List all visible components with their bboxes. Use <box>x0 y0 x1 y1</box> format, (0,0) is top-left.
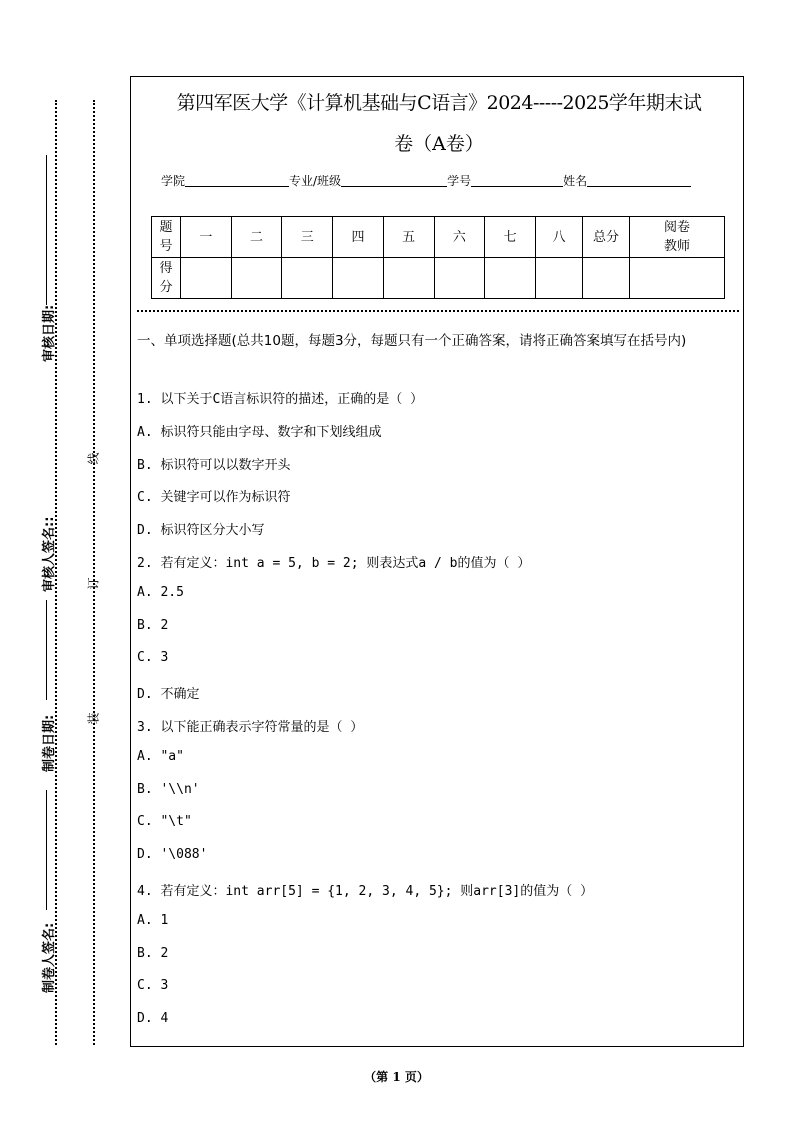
section-heading: 一、单项选择题(总共10题，每题3分，每题只有一个正确答案，请将正确答案填写在括号内) <box>137 333 687 349</box>
score-cell[interactable] <box>383 258 434 299</box>
option-c: C. 3 <box>137 650 169 665</box>
option-d: D. 不确定 <box>137 687 200 702</box>
col-8: 八 <box>536 217 583 258</box>
col-7: 七 <box>485 217 536 258</box>
signature-line-review-date <box>46 155 47 305</box>
option-d: D. 4 <box>137 1011 169 1026</box>
page-number: （第 1 页） <box>364 1070 429 1084</box>
name-label: 姓名 <box>563 174 588 188</box>
option-b: B. 2 <box>137 946 169 961</box>
option-a: A. "a" <box>137 749 184 764</box>
college-label: 学院 <box>161 174 186 188</box>
col-4: 四 <box>333 217 384 258</box>
col-1: 一 <box>181 217 232 258</box>
exam-title-cont: 卷（A卷） <box>394 133 484 155</box>
option-b: B. '\\n' <box>137 782 200 797</box>
option-b: B. 2 <box>137 618 169 633</box>
score-cell[interactable] <box>583 258 630 299</box>
exam-frame <box>130 76 744 1047</box>
student-id-label: 学号 <box>447 174 472 188</box>
signature-line-make-date <box>46 600 47 700</box>
question-stem: 4. 若有定义：int arr[5] = {1, 2, 3, 4, 5}; 则arr[3]的值为（ ） <box>137 884 594 899</box>
score-cell[interactable] <box>485 258 536 299</box>
option-d: D. 标识符区分大小写 <box>137 523 265 538</box>
exam-title: 第四军医大学《计算机基础与C语言》2024-----2025学年期末试 <box>176 92 702 114</box>
row-head-score: 得分 <box>152 258 181 299</box>
reviewer-signature-label: 审核人签名:: <box>42 516 57 592</box>
col-total: 总分 <box>583 217 630 258</box>
row-head-question: 题号 <box>152 217 181 258</box>
make-date-label: 制卷日期: <box>42 714 57 772</box>
binding-line-inner <box>93 100 95 1045</box>
review-date-label: 审核日期: <box>42 304 57 362</box>
student-info <box>161 172 721 189</box>
binding-char-line: 线 <box>86 452 101 465</box>
option-d: D. '\088' <box>137 847 208 862</box>
signature-line-maker <box>46 790 47 910</box>
score-cell[interactable] <box>536 258 583 299</box>
col-grader: 阅卷教师 <box>630 217 725 258</box>
separator <box>137 310 739 312</box>
option-c: C. 3 <box>137 978 169 993</box>
option-a: A. 标识符只能由字母、数字和下划线组成 <box>137 425 382 440</box>
score-cell[interactable] <box>181 258 232 299</box>
score-cell[interactable] <box>434 258 485 299</box>
score-table <box>151 216 725 299</box>
option-a: A. 2.5 <box>137 585 184 600</box>
binding-char-staple: 订 <box>86 577 101 590</box>
score-table-score-row <box>152 258 725 299</box>
score-cell[interactable] <box>282 258 333 299</box>
score-cell[interactable] <box>231 258 282 299</box>
option-b: B. 标识符可以以数字开头 <box>137 458 291 473</box>
name-field[interactable] <box>587 174 691 187</box>
question-stem: 2. 若有定义：int a = 5, b = 2; 则表达式a / b的值为（ ） <box>137 556 531 571</box>
major-label: 专业/班级 <box>289 174 342 188</box>
option-a: A. 1 <box>137 913 169 928</box>
score-cell[interactable] <box>630 258 725 299</box>
question-stem: 3. 以下能正确表示字符常量的是（ ） <box>137 720 364 735</box>
binding-char-bind: 装 <box>86 712 101 725</box>
col-6: 六 <box>434 217 485 258</box>
maker-signature-label: 制卷人签名: <box>42 922 57 993</box>
question-stem: 1. 以下关于C语言标识符的描述，正确的是（ ） <box>137 392 424 407</box>
col-2: 二 <box>231 217 282 258</box>
col-3: 三 <box>282 217 333 258</box>
score-table-header-row <box>152 217 725 258</box>
student-id-field[interactable] <box>471 174 563 187</box>
col-5: 五 <box>383 217 434 258</box>
score-cell[interactable] <box>333 258 384 299</box>
college-field[interactable] <box>185 174 289 187</box>
option-c: C. "\t" <box>137 814 192 829</box>
major-field[interactable] <box>341 174 447 187</box>
option-c: C. 关键字可以作为标识符 <box>137 490 291 505</box>
